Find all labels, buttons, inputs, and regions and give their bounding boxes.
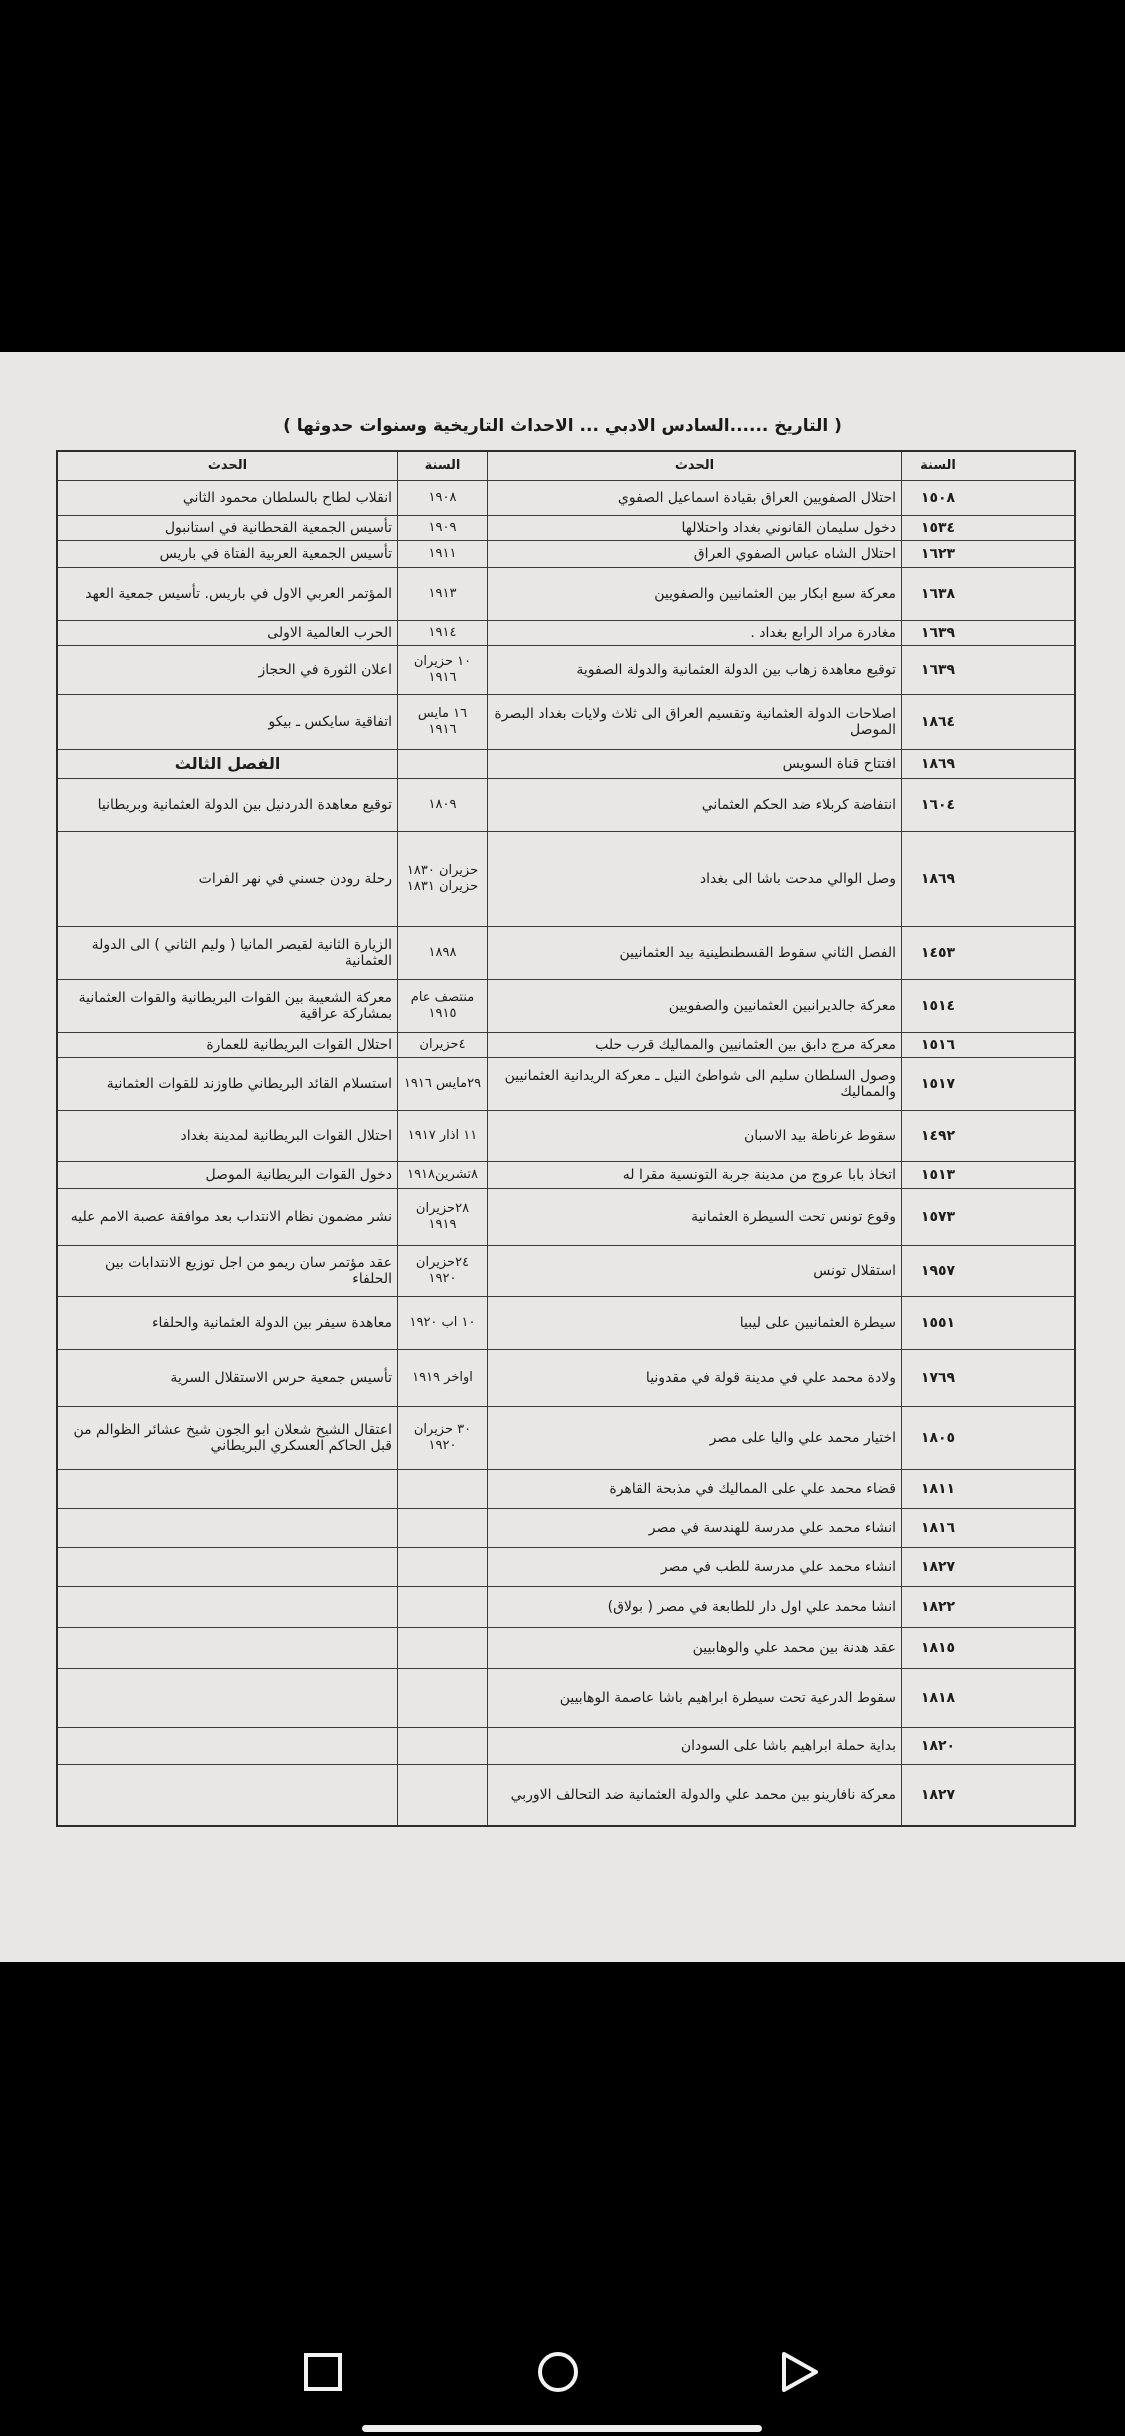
left-event-cell <box>58 1628 398 1668</box>
right-year-cell: ١٨٢٧ <box>920 1787 956 1803</box>
right-year-cell: ١٨٠٥ <box>920 1430 956 1446</box>
right-year-cell: ١٥٣٤ <box>920 520 956 536</box>
right-event-cell: ولادة محمد علي في مدينة قولة في مقدونيا <box>488 1350 902 1406</box>
right-year-cell: ١٨١٦ <box>920 1520 956 1536</box>
right-year-cell: ١٧٦٩ <box>920 1370 956 1386</box>
right-year-cell: ١٤٩٢ <box>920 1128 956 1144</box>
right-event-cell: انشاء محمد علي مدرسة للطب في مصر <box>488 1548 902 1586</box>
table-row <box>58 1627 1074 1668</box>
table-row <box>58 480 1074 515</box>
right-event-cell: قضاء محمد علي على المماليك في مذبحة القاهرة <box>488 1470 902 1508</box>
left-event-cell <box>58 1587 398 1627</box>
table-row <box>58 778 1074 831</box>
table-row <box>58 694 1074 749</box>
table-row <box>58 1586 1074 1627</box>
table-row <box>58 1245 1074 1296</box>
right-event-cell: بداية حملة ابراهيم باشا على السودان <box>488 1728 902 1764</box>
left-event-cell: الزيارة الثانية لقيصر المانيا ( وليم الثاني ) الى الدولة العثمانية <box>58 927 398 979</box>
left-year-cell <box>398 1728 488 1764</box>
left-event-cell: تأسيس جمعية حرس الاستقلال السرية <box>58 1350 398 1406</box>
left-event-cell: معاهدة سيفر بين الدولة العثمانية والحلفاء <box>58 1297 398 1349</box>
left-event-cell <box>58 1765 398 1825</box>
right-year-cell: ١٨١١ <box>920 1481 956 1497</box>
table-row <box>58 1032 1074 1057</box>
left-event-cell: تأسيس الجمعية القحطانية في استانبول <box>58 516 398 540</box>
gesture-pill[interactable] <box>362 2425 762 2432</box>
table-row <box>58 620 1074 645</box>
left-event-cell: اعتقال الشيخ شعلان ابو الجون شيخ عشائر الظوالم من قبل الحاكم العسكري البريطاني <box>58 1407 398 1469</box>
right-event-cell: وصول السلطان سليم الى شواطئ النيل ـ معركة الريدانية العثمانيين والمماليك <box>488 1058 902 1110</box>
right-event-cell: الفصل الثاني سقوط القسطنطينية بيد العثمانيين <box>488 927 902 979</box>
left-event-cell: اتفاقية سايكس ـ بيكو <box>58 695 398 749</box>
right-event-cell: اتخاذ بابا عروج من مدينة جربة التونسية مقرا له <box>488 1162 902 1188</box>
right-event-cell: معركة نافارينو بين محمد علي والدولة العثمانية ضد التحالف الاوربي <box>488 1765 902 1825</box>
left-event-cell: معركة الشعيبة بين القوات البريطانية والقوات العثمانية بمشاركة عراقية <box>58 980 398 1032</box>
table-row <box>58 1057 1074 1110</box>
home-button[interactable] <box>534 2350 578 2394</box>
right-year-cell: ١٦٣٩ <box>920 625 956 641</box>
table-row <box>58 1349 1074 1406</box>
system-navigation-bar <box>0 2305 1125 2436</box>
right-year-cell: ١٨٦٩ <box>920 756 956 772</box>
left-event-cell: احتلال القوات البريطانية للعمارة <box>58 1033 398 1057</box>
right-event-cell: احتلال الشاه عباس الصفوي العراق <box>488 541 902 567</box>
right-event-cell: وقوع تونس تحت السيطرة العثمانية <box>488 1189 902 1245</box>
table-row <box>58 926 1074 979</box>
left-event-cell <box>58 1548 398 1586</box>
left-year-cell <box>398 1548 488 1586</box>
table-header <box>58 452 1074 480</box>
right-year-cell: ١٤٥٣ <box>920 945 956 961</box>
right-event-cell: اصلاحات الدولة العثمانية وتقسيم العراق الى ثلاث ولايات بغداد البصرة الموصل <box>488 695 902 749</box>
left-event-cell: توقيع معاهدة الدردنيل بين الدولة العثمانية وبريطانيا <box>58 779 398 831</box>
table-row <box>58 1508 1074 1547</box>
left-event-cell: الحرب العالمية الاولى <box>58 621 398 645</box>
table-row <box>58 1406 1074 1469</box>
right-year-cell: ١٨١٨ <box>920 1690 956 1706</box>
left-event-cell <box>58 1728 398 1764</box>
table-row <box>58 1161 1074 1188</box>
left-event-cell: تأسيس الجمعية العربية الفتاة في باريس <box>58 541 398 567</box>
left-event-cell: نشر مضمون نظام الانتداب بعد موافقة عصبة الامم عليه <box>58 1189 398 1245</box>
left-year-cell <box>398 1765 488 1825</box>
right-event-cell: دخول سليمان القانوني بغداد واحتلالها <box>488 516 902 540</box>
table-row <box>58 1469 1074 1508</box>
left-year-cell: ١٩٠٩ <box>398 516 488 540</box>
left-event-cell: الفصل الثالث <box>58 750 398 778</box>
left-year-cell: ٨تشرين١٩١٨ <box>398 1162 488 1188</box>
back-button[interactable] <box>778 2350 822 2394</box>
right-year-cell: ١٦٢٣ <box>920 546 956 562</box>
recents-button[interactable] <box>301 2350 345 2394</box>
right-event-cell: اختيار محمد علي واليا على مصر <box>488 1407 902 1469</box>
left-event-cell: رحلة رودن جسني في نهر الفرات <box>58 832 398 926</box>
left-event-cell <box>58 1669 398 1727</box>
right-event-cell: وصل الوالي مدحت باشا الى بغداد <box>488 832 902 926</box>
left-year-cell: ١٨٩٨ <box>398 927 488 979</box>
recents-icon <box>303 2352 343 2392</box>
left-event-cell <box>58 1470 398 1508</box>
back-icon <box>780 2350 820 2394</box>
left-year-cell: ٢٤حزيران ١٩٢٠ <box>398 1246 488 1296</box>
left-year-cell: منتصف عام ١٩١٥ <box>398 980 488 1032</box>
events-table <box>56 450 1076 1827</box>
left-year-cell: ٤حزيران <box>398 1033 488 1057</box>
right-year-cell: ١٨٢٧ <box>920 1559 956 1575</box>
left-year-cell: ١٠ حزيران ١٩١٦ <box>398 646 488 694</box>
header-left-event: الحدث <box>58 452 398 480</box>
right-event-cell: معركة جالديرانبين العثمانيين والصفويين <box>488 980 902 1032</box>
table-row <box>58 1296 1074 1349</box>
left-year-cell: ٢٩مايس ١٩١٦ <box>398 1058 488 1110</box>
table-row <box>58 1727 1074 1764</box>
left-event-cell <box>58 1509 398 1547</box>
right-year-cell: ١٥١٧ <box>920 1076 956 1092</box>
left-year-cell: ١٩١٤ <box>398 621 488 645</box>
table-row <box>58 749 1074 778</box>
left-event-cell: استسلام القائد البريطاني طاوزند للقوات العثمانية <box>58 1058 398 1110</box>
table-row <box>58 1547 1074 1586</box>
right-event-cell: سيطرة العثمانيين على ليبيا <box>488 1297 902 1349</box>
right-event-cell: عقد هدنة بين محمد علي والوهابيين <box>488 1628 902 1668</box>
table-row <box>58 1668 1074 1727</box>
left-year-cell <box>398 1669 488 1727</box>
left-year-cell: حزيران ١٨٣٠ حزيران ١٨٣١ <box>398 832 488 926</box>
right-event-cell: سقوط الدرعية تحت سيطرة ابراهيم باشا عاصمة الوهابيين <box>488 1669 902 1727</box>
right-year-cell: ١٥١٣ <box>920 1167 956 1183</box>
right-event-cell: معركة سبع ابكار بين العثمانيين والصفويين <box>488 568 902 620</box>
home-icon <box>534 2350 578 2394</box>
right-year-cell: ١٦٣٩ <box>920 662 956 678</box>
left-event-cell: المؤتمر العربي الاول في باريس. تأسيس جمعية العهد <box>58 568 398 620</box>
table-row <box>58 540 1074 567</box>
left-year-cell: اواخر ١٩١٩ <box>398 1350 488 1406</box>
left-year-cell: ١٩٠٨ <box>398 481 488 515</box>
right-year-cell: ١٥١٤ <box>920 998 956 1014</box>
left-event-cell: احتلال القوات البريطانية لمدينة بغداد <box>58 1111 398 1161</box>
right-year-cell: ١٨٢٠ <box>920 1738 956 1754</box>
left-year-cell: ١١ اذار ١٩١٧ <box>398 1111 488 1161</box>
right-year-cell: ١٥٠٨ <box>920 490 956 506</box>
header-right-event: الحدث <box>488 452 902 480</box>
right-year-cell: ١٨٦٤ <box>920 714 956 730</box>
right-event-cell: انشاء محمد علي مدرسة للهندسة في مصر <box>488 1509 902 1547</box>
table-row <box>58 1764 1074 1825</box>
left-event-cell: عقد مؤتمر سان ريمو من اجل توزيع الانتدابات بين الحلفاء <box>58 1246 398 1296</box>
right-year-cell: ١٥٥١ <box>920 1315 956 1331</box>
right-event-cell: توقيع معاهدة زهاب بين الدولة العثمانية والدولة الصفوية <box>488 646 902 694</box>
right-year-cell: ١٨١٥ <box>920 1640 956 1656</box>
left-year-cell: ٢٨حزيران ١٩١٩ <box>398 1189 488 1245</box>
left-event-cell: دخول القوات البريطانية الموصل <box>58 1162 398 1188</box>
right-event-cell: معركة مرج دابق بين العثمانيين والمماليك قرب حلب <box>488 1033 902 1057</box>
right-year-cell: ١٥١٦ <box>920 1037 956 1053</box>
table-row <box>58 1188 1074 1245</box>
right-year-cell: ١٥٧٣ <box>920 1209 956 1225</box>
right-event-cell: افتتاح قناة السويس <box>488 750 902 778</box>
right-event-cell: مغادرة مراد الرابع بغداد . <box>488 621 902 645</box>
right-year-cell: ١٩٥٧ <box>920 1263 956 1279</box>
right-event-cell: استقلال تونس <box>488 1246 902 1296</box>
left-year-cell: ١٨٠٩ <box>398 779 488 831</box>
table-row <box>58 567 1074 620</box>
table-row <box>58 831 1074 926</box>
left-year-cell <box>398 1470 488 1508</box>
right-year-cell: ١٦٣٨ <box>920 586 956 602</box>
document-title: ( التاريخ ......السادس الادبي ... الاحداث التاريخية وسنوات حدوثها ) <box>283 416 842 436</box>
right-event-cell: انشا محمد علي اول دار للطابعة في مصر ( بولاق) <box>488 1587 902 1627</box>
table-row <box>58 979 1074 1032</box>
left-year-cell <box>398 1509 488 1547</box>
table-row <box>58 645 1074 694</box>
left-year-cell: ١٠ اب ١٩٢٠ <box>398 1297 488 1349</box>
left-event-cell: انقلاب لطاح بالسلطان محمود الثاني <box>58 481 398 515</box>
left-year-cell <box>398 750 488 778</box>
left-year-cell <box>398 1628 488 1668</box>
left-event-cell: اعلان الثورة في الحجاز <box>58 646 398 694</box>
left-year-cell: ٣٠ حزيران ١٩٢٠ <box>398 1407 488 1469</box>
right-event-cell: انتفاضة كربلاء ضد الحكم العثماني <box>488 779 902 831</box>
left-year-cell: ١٩١٣ <box>398 568 488 620</box>
right-event-cell: سقوط غرناطة بيد الاسبان <box>488 1111 902 1161</box>
header-right-year: السنة <box>920 458 956 473</box>
right-year-cell: ١٨٦٩ <box>920 871 956 887</box>
table-row <box>58 1110 1074 1161</box>
left-year-cell <box>398 1587 488 1627</box>
right-event-cell: احتلال الصفويين العراق بقيادة اسماعيل الصفوي <box>488 481 902 515</box>
right-year-cell: ١٦٠٤ <box>920 797 956 813</box>
document-photo <box>0 352 1125 1962</box>
table-row <box>58 515 1074 540</box>
right-year-cell: ١٨٢٢ <box>920 1599 956 1615</box>
left-year-cell: ١٦ مايس ١٩١٦ <box>398 695 488 749</box>
header-left-year: السنة <box>398 452 488 480</box>
left-year-cell: ١٩١١ <box>398 541 488 567</box>
